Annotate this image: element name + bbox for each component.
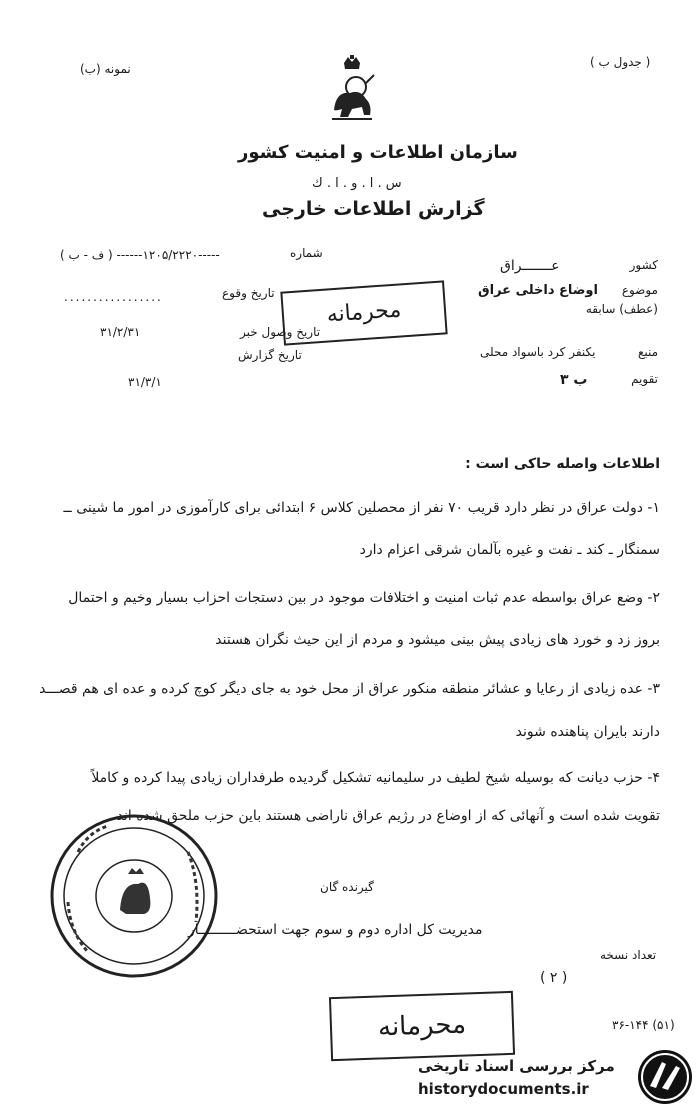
received-date-value: ۳۱/۲/۳۱ <box>100 325 141 339</box>
report-date-label: تاریخ گزارش <box>238 348 302 362</box>
body-line: ۲- وضع عراق بواسطه عدم ثبات امنیت و اختلافات موجود در بین دستجات احزاب بسیار وخیم و احتمال <box>68 590 660 606</box>
number-label: شماره <box>290 246 323 260</box>
bottom-confidential-stamp-text: محرمانه <box>377 1009 467 1043</box>
body-line: تقویت شده است و آنهائی که از اوضاع در رژیم عراق ناراضی هستند باین حزب ملحق شده اند . <box>107 808 660 824</box>
organization-name: سازمان اطلاعات و امنیت کشور <box>238 142 518 163</box>
received-date-label: تاریخ وصول خبر <box>240 325 321 339</box>
subject-value: اوضاع داخلی عراق <box>478 283 598 298</box>
office-seal-icon <box>48 812 220 980</box>
lion-and-sun-emblem-icon <box>326 55 378 125</box>
number-value: -----۱۲۰۵/۲۲۲۰------ ( ف - ب ) <box>60 248 220 262</box>
recipients-label: گیرنده گان <box>320 880 374 894</box>
country-value: عـــــــراق <box>500 258 560 274</box>
bottom-confidential-stamp <box>329 991 515 1061</box>
organization-code: س . ا . و . ا . ك <box>312 176 402 191</box>
source-label: منبع <box>637 345 658 359</box>
evaluation-value: ب ۳ <box>560 372 588 388</box>
body-intro: اطلاعات واصله حاکی است : <box>465 456 660 472</box>
report-title: گزارش اطلاعات خارجی <box>262 198 485 220</box>
watermark-center-name: مرکز بررسی اسناد تاریخی <box>418 1057 615 1075</box>
country-label: کشور <box>629 258 658 272</box>
evaluation-label: تقویم <box>631 372 658 386</box>
body-line: ۴- حزب دیانت که بوسیله شیخ لطیف در سلیمانیه تشکیل گردیده طرفداران زیادی پیدا کرده و کاملاً <box>91 770 660 786</box>
occurrence-date-blank: ................. <box>64 290 163 304</box>
confidential-stamp <box>280 280 447 345</box>
subject-label: موضوع <box>621 283 658 297</box>
report-date-value: ۳۱/۳/۱ <box>128 375 162 389</box>
form-type-label: ( جدول ب ) <box>590 55 651 69</box>
distribution-line: مدیریت کل اداره دوم و سوم جهت استحضـــــــــار <box>188 922 483 938</box>
copies-label: تعداد نسخه <box>600 948 657 962</box>
confidential-stamp-text: محرمانه <box>325 297 403 328</box>
body-line: سمنگار ـ کند ـ نفت و غیره بآلمان شرقی اعزام دارد <box>359 542 660 558</box>
copies-value: ( ۲ ) <box>540 970 568 986</box>
reference-label: (عطف) سابقه <box>585 302 658 316</box>
body-line: ۱- دولت عراق در نظر دارد قریب ۷۰ نفر از محصلین کلاس ۶ ابتدائی برای کارآموزی در امور ما شینی ــ <box>63 500 660 516</box>
form-code: ۳۶-۱۴۴ (۵۱) <box>612 1018 675 1032</box>
occurrence-date-label: تاریخ وقوع <box>222 286 275 300</box>
source-value: یکنفر کرد باسواد محلی <box>480 345 596 359</box>
body-line: دارند بایران پناهنده شوند <box>515 724 660 740</box>
history-documents-logo-icon <box>636 1048 694 1106</box>
form-sample-label: نمونه (ب) <box>80 62 131 76</box>
body-line: ۳- عده زیادی از رعایا و عشائر منطقه منکور عراق از محل خود به جای دیگر کوچ کرده و عده ای هم قصـــد <box>39 681 660 697</box>
watermark-website: historydocuments.ir <box>418 1080 589 1098</box>
body-line: بروز زد و خورد های زیادی پیش بینی میشود و مردم از این حیث نگران هستند <box>215 632 660 648</box>
